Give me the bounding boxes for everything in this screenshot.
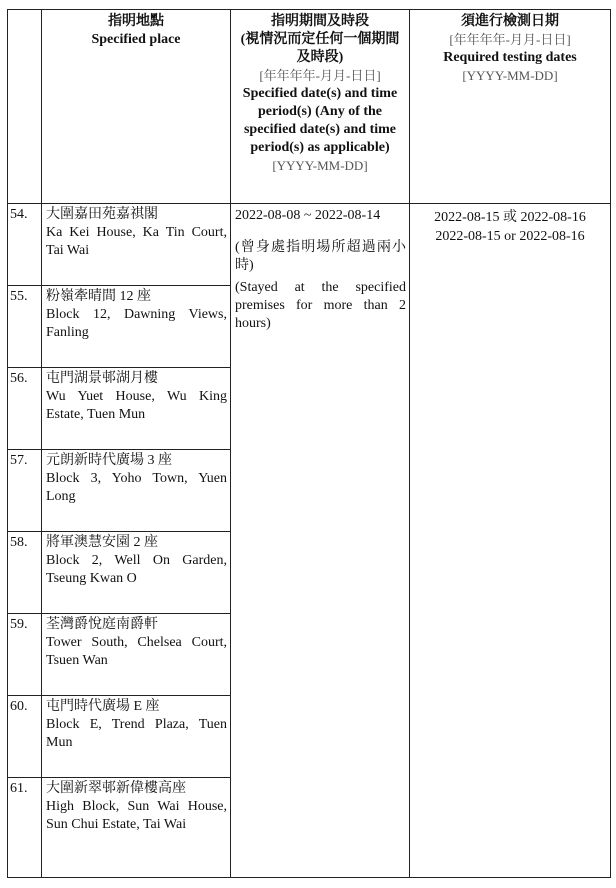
header-period-zh-2: (視情況而定任何一個期間及時段) [240,32,400,65]
place-en: Tower South, Chelsea Court, Tsuen Wan [46,635,227,668]
testing-dates-zh: 2022-08-15 或 2022-08-16 [434,210,586,225]
header-dates-format-zh: [年年年年-月月-日日] [449,32,571,47]
row-number: 61. [8,778,42,878]
place-zh: 粉嶺牽晴間 12 座 [46,289,151,304]
period-note-en: (Stayed at the specified premises for more than 2 hours) [235,280,406,331]
row-number: 59. [8,614,42,696]
testing-dates-en: 2022-08-15 or 2022-08-16 [435,229,585,244]
header-period-en: Specified date(s) and time period(s) (Any of the specified date(s) and time period(s) as applicable) [242,86,398,155]
place-zh: 屯門湖景邨湖月樓 [46,371,158,386]
place-zh: 屯門時代廣場 E 座 [46,699,160,714]
place-zh: 元朗新時代廣場 3 座 [46,453,172,468]
place-zh: 大圍新翠邨新偉樓高座 [46,781,186,796]
row-number: 55. [8,286,42,368]
place-cell [42,450,231,532]
row-number: 58. [8,532,42,614]
header-period-zh-1: 指明期間及時段 [271,14,369,29]
place-cell [42,204,231,286]
row-number: 57. [8,450,42,532]
header-dates-en: Required testing dates [443,50,577,65]
testing-dates-cell [410,204,611,878]
row-number: 54. [8,204,42,286]
period-note-zh: (曾身處指明場所超過兩小時) [235,240,406,273]
table-row [8,204,611,286]
place-zh: 荃灣爵悅庭南爵軒 [46,617,158,632]
period-cell [231,204,410,878]
header-dates-format-en: [YYYY-MM-DD] [462,68,558,83]
place-cell [42,778,231,878]
place-en: Ka Kei House, Ka Tin Court, Tai Wai [46,225,227,258]
place-en: Block E, Trend Plaza, Tuen Mun [46,717,227,750]
row-number: 60. [8,696,42,778]
place-en: Block 12, Dawning Views, Fanling [46,307,227,340]
header-dates-zh: 須進行檢測日期 [461,14,559,29]
period-range: 2022-08-08 ~ 2022-08-14 [235,208,381,223]
place-zh: 將軍澳慧安園 2 座 [46,535,158,550]
place-cell [42,696,231,778]
header-period-format-zh: [年年年年-月月-日日] [259,68,381,83]
place-zh: 大圍嘉田苑嘉祺閣 [46,207,158,222]
header-row [8,10,611,204]
place-en: Wu Yuet House, Wu King Estate, Tuen Mun [46,389,227,422]
header-place [42,10,231,204]
place-en: Block 2, Well On Garden, Tseung Kwan O [46,553,227,586]
header-period-format-en: [YYYY-MM-DD] [272,158,368,173]
place-en: High Block, Sun Wai House, Sun Chui Estate, Tai Wai [46,799,227,832]
header-number-cell [8,10,42,204]
header-place-en: Specified place [91,32,181,47]
header-dates [410,10,611,204]
header-place-zh: 指明地點 [108,14,164,29]
place-cell [42,286,231,368]
header-period [231,10,410,204]
row-number: 56. [8,368,42,450]
place-cell [42,368,231,450]
place-en: Block 3, Yoho Town, Yuen Long [46,471,227,504]
specified-places-table [7,9,611,878]
place-cell [42,532,231,614]
place-cell [42,614,231,696]
